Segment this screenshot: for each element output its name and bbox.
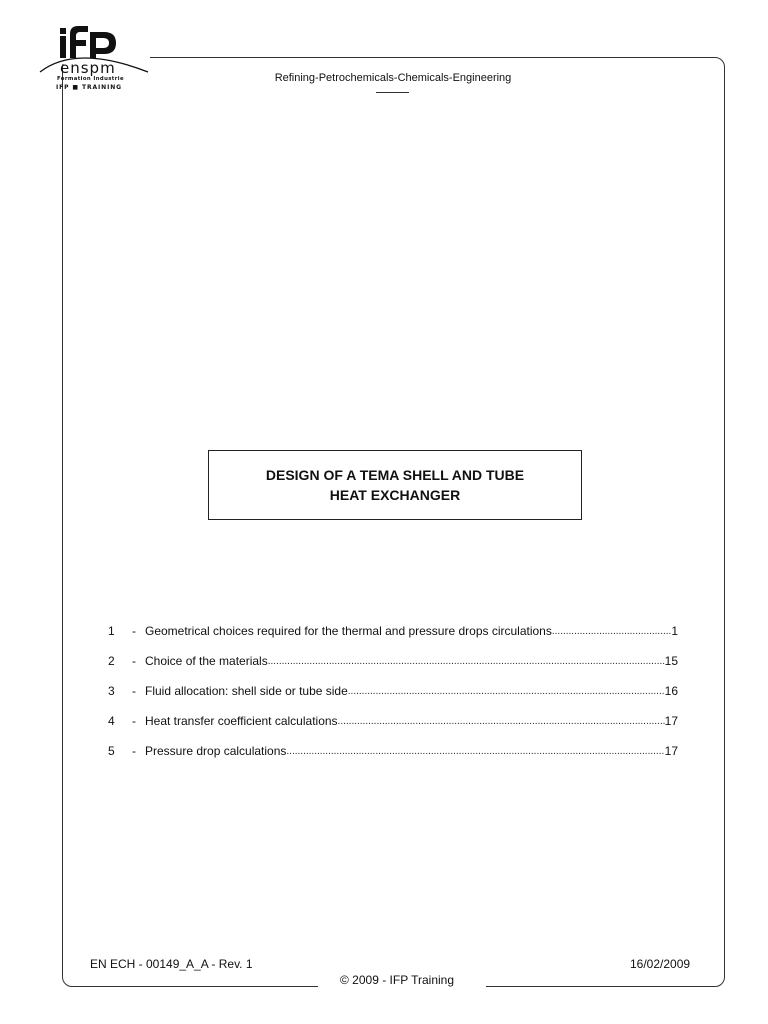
toc-entry[interactable] — [108, 654, 678, 684]
footer-document-reference: EN ECH - 00149_A_A - Rev. 1 — [90, 957, 253, 971]
toc-leader-dots — [552, 624, 671, 640]
logo-formation-text: Formation Industrie — [57, 76, 124, 82]
toc-separator: - — [132, 654, 136, 668]
toc-page-number: 15 — [664, 654, 678, 668]
toc-leader-dots — [286, 744, 664, 760]
toc-entry[interactable] — [108, 714, 678, 744]
toc-page-number: 17 — [664, 714, 678, 728]
toc-separator: - — [132, 684, 136, 698]
document-title-box — [208, 450, 582, 520]
logo-ifp-training-text: IFP ■ TRAINING — [56, 84, 122, 91]
toc-leader-dots — [338, 714, 665, 730]
toc-number: 1 — [108, 624, 115, 638]
toc-page-number: 16 — [664, 684, 678, 698]
toc-page-number: 1 — [671, 624, 678, 638]
header-subtitle: Refining-Petrochemicals-Chemicals-Engineering — [274, 72, 512, 84]
toc-entry[interactable] — [108, 744, 678, 774]
toc-entry[interactable] — [108, 624, 678, 654]
footer-date: 16/02/2009 — [630, 957, 691, 971]
toc-number: 2 — [108, 654, 115, 668]
document-title-line-1: DESIGN OF A TEMA SHELL AND TUBE — [265, 467, 525, 483]
logo-enspm-text: enspm — [60, 59, 116, 77]
toc-label: Pressure drop calculations — [145, 744, 287, 758]
footer-copyright: © 2009 - IFP Training — [340, 973, 455, 987]
toc-leader-dots — [348, 684, 665, 700]
toc-label: Geometrical choices required for the thermal and pressure drops circulations — [145, 624, 552, 638]
header-rule — [376, 92, 409, 93]
toc-separator: - — [132, 714, 136, 728]
toc-number: 3 — [108, 684, 115, 698]
toc-separator: - — [132, 624, 136, 638]
toc-label: Choice of the materials — [145, 654, 268, 668]
toc-leader-dots — [268, 654, 665, 670]
toc-label: Heat transfer coefficient calculations — [145, 714, 338, 728]
toc-number: 4 — [108, 714, 115, 728]
toc-entry[interactable] — [108, 684, 678, 714]
table-of-contents — [108, 624, 678, 774]
toc-separator: - — [132, 744, 136, 758]
toc-number: 5 — [108, 744, 115, 758]
document-title-line-2: HEAT EXCHANGER — [329, 487, 461, 503]
page-frame — [62, 57, 725, 987]
ifp-enspm-logo — [36, 22, 152, 98]
toc-label: Fluid allocation: shell side or tube side — [145, 684, 348, 698]
toc-page-number: 17 — [664, 744, 678, 758]
